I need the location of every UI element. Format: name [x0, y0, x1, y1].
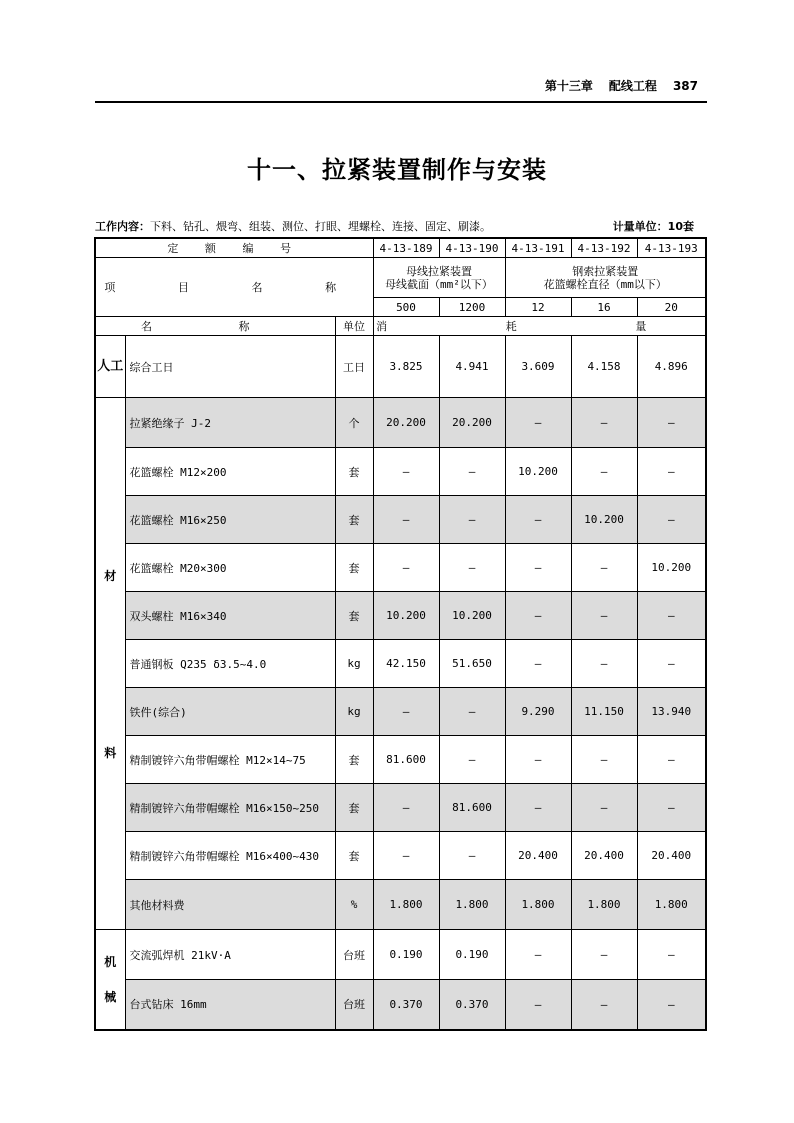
consumption-value: — [571, 448, 637, 496]
resource-unit: 工日 [335, 336, 373, 398]
work-text: 下料、钻孔、煨弯、组装、测位、打眼、埋螺栓、连接、固定、刷漆。 [150, 220, 491, 233]
resource-unit: 套 [335, 592, 373, 640]
consumption-value: 42.150 [373, 640, 439, 688]
consumption-value: 13.940 [637, 688, 706, 736]
consumption-value: — [571, 592, 637, 640]
consumption-value: — [637, 784, 706, 832]
size-value: 500 [373, 298, 439, 317]
consumption-value: — [505, 736, 571, 784]
consumption-value: — [439, 688, 505, 736]
quota-code: 4-13-189 [373, 238, 439, 258]
header-rule [95, 101, 707, 103]
category-materials [95, 398, 125, 930]
resource-unit: 套 [335, 736, 373, 784]
measure-unit: 计量单位：10套 [612, 220, 694, 233]
size-value: 16 [571, 298, 637, 317]
consumption-value: 10.200 [439, 592, 505, 640]
consumption-value: 20.400 [571, 832, 637, 880]
consumption-value: 3.609 [505, 336, 571, 398]
section-label: 配线工程 [608, 79, 657, 93]
group-busbar [373, 258, 505, 298]
consumption-value: — [637, 448, 706, 496]
consumption-value: 0.370 [373, 980, 439, 1030]
consumption-value: — [505, 784, 571, 832]
resource-name: 普通钢板 Q235 δ3.5~4.0 [125, 640, 335, 688]
work-label: 工作内容： [95, 220, 150, 233]
consumption-value: 4.941 [439, 336, 505, 398]
consumption-value: 20.200 [373, 398, 439, 448]
work-content [95, 218, 491, 234]
consumption-value: 1.800 [373, 880, 439, 930]
consumption-value: 1.800 [505, 880, 571, 930]
table-row [95, 832, 706, 880]
consumption-value: — [439, 736, 505, 784]
consumption-value: 10.200 [637, 544, 706, 592]
chapter-label: 第十三章 [544, 79, 593, 93]
consumption-value: 1.800 [571, 880, 637, 930]
resource-name: 花篮螺栓 M20×300 [125, 544, 335, 592]
consumption-value: — [439, 448, 505, 496]
consumption-value: — [505, 592, 571, 640]
table-row [95, 592, 706, 640]
resource-name: 铁件(综合) [125, 688, 335, 736]
quota-code: 4-13-191 [505, 238, 571, 258]
consumption-value: — [505, 980, 571, 1030]
table-row [95, 880, 706, 930]
resource-name: 双头螺柱 M16×340 [125, 592, 335, 640]
resource-unit: 套 [335, 496, 373, 544]
consumption-value: 1.800 [439, 880, 505, 930]
consumption-value: — [637, 980, 706, 1030]
group-busbar-line2: 母线截面（mm²以下） [385, 277, 493, 291]
category-labor [95, 336, 125, 398]
resource-name: 综合工日 [125, 336, 335, 398]
consumption-value: — [637, 640, 706, 688]
table-row [95, 688, 706, 736]
quota-code: 4-13-190 [439, 238, 505, 258]
resource-unit: kg [335, 640, 373, 688]
resource-name: 其他材料费 [125, 880, 335, 930]
consumption-value: — [505, 398, 571, 448]
table-row [95, 980, 706, 1030]
resource-name: 花篮螺栓 M12×200 [125, 448, 335, 496]
consumption-value: 0.370 [439, 980, 505, 1030]
quota-number-label: 定 额 编 号 [95, 238, 373, 258]
consumption-value: — [571, 640, 637, 688]
consumption-value: — [637, 398, 706, 448]
table-row [95, 336, 706, 398]
resource-name: 精制镀锌六角带帽螺栓 M16×150~250 [125, 784, 335, 832]
consumption-value: — [505, 930, 571, 980]
consumption-value: 9.290 [505, 688, 571, 736]
consumption-value: — [439, 832, 505, 880]
consumption-value: — [571, 736, 637, 784]
consumption-value: — [637, 930, 706, 980]
unit-column-header: 单位 [335, 317, 373, 336]
category-machines-char: 机 [104, 955, 117, 970]
page-title: 十一、拉紧装置制作与安装 [247, 156, 547, 184]
consumption-value: 10.200 [505, 448, 571, 496]
quota-code: 4-13-193 [637, 238, 706, 258]
consumption-value: — [637, 736, 706, 784]
consumption-value: 81.600 [439, 784, 505, 832]
name-column-header: 名 称 [95, 317, 335, 336]
consumption-value: 4.896 [637, 336, 706, 398]
quota-code: 4-13-192 [571, 238, 637, 258]
consumption-value: 4.158 [571, 336, 637, 398]
resource-unit: 套 [335, 784, 373, 832]
consumption-value: — [373, 448, 439, 496]
resource-unit: % [335, 880, 373, 930]
consumption-value: 0.190 [373, 930, 439, 980]
consumption-value: — [571, 544, 637, 592]
consumption-value: — [571, 980, 637, 1030]
consumption-value: 0.190 [439, 930, 505, 980]
consumption-value: — [505, 640, 571, 688]
group-busbar-line1: 母线拉紧装置 [406, 264, 472, 278]
consumption-value: — [505, 544, 571, 592]
page-number: 387 [672, 79, 698, 93]
resource-name: 精制镀锌六角带帽螺栓 M12×14~75 [125, 736, 335, 784]
resource-unit: 台班 [335, 930, 373, 980]
consumption-value: — [373, 688, 439, 736]
consumption-value: — [439, 496, 505, 544]
quota-table [94, 237, 707, 1031]
resource-name: 精制镀锌六角带帽螺栓 M16×400~430 [125, 832, 335, 880]
consumption-value: 51.650 [439, 640, 505, 688]
resource-unit: 套 [335, 832, 373, 880]
category-labor-char: 人工 [97, 359, 124, 374]
consumption-value: 3.825 [373, 336, 439, 398]
table-row [95, 784, 706, 832]
group-cable [505, 258, 706, 298]
category-materials-char: 材 [104, 568, 117, 583]
consumption-value: 10.200 [571, 496, 637, 544]
size-value: 20 [637, 298, 706, 317]
consumption-value: 10.200 [373, 592, 439, 640]
consumption-value: — [373, 496, 439, 544]
consumption-value: — [505, 496, 571, 544]
group-cable-line2: 花篮螺栓直径（mm以下） [543, 277, 667, 291]
consumption-value: — [373, 544, 439, 592]
resource-name: 交流弧焊机 21kV·A [125, 930, 335, 980]
table-row [95, 448, 706, 496]
size-value: 1200 [439, 298, 505, 317]
consumption-value: 11.150 [571, 688, 637, 736]
consumption-value: — [637, 592, 706, 640]
resource-unit: 台班 [335, 980, 373, 1030]
resource-unit: 个 [335, 398, 373, 448]
page-header [529, 77, 698, 94]
category-machines [95, 930, 125, 1030]
table-row [95, 640, 706, 688]
consumption-value: — [373, 784, 439, 832]
size-value: 12 [505, 298, 571, 317]
resource-name: 拉紧绝缘子 J-2 [125, 398, 335, 448]
resource-unit: 套 [335, 448, 373, 496]
consumption-value: 1.800 [637, 880, 706, 930]
consumption-value: — [373, 832, 439, 880]
consumption-value: — [571, 784, 637, 832]
category-machines-char: 械 [104, 990, 117, 1005]
item-name-label: 项 目 名 称 [95, 258, 373, 317]
consumption-column-header: 消 耗 量 [373, 317, 706, 336]
resource-name: 台式钻床 16mm [125, 980, 335, 1030]
category-materials-char: 料 [104, 745, 117, 760]
table-row [95, 398, 706, 448]
consumption-value: 20.400 [505, 832, 571, 880]
table-row [95, 736, 706, 784]
consumption-value: 20.400 [637, 832, 706, 880]
resource-unit: 套 [335, 544, 373, 592]
resource-name: 花篮螺栓 M16×250 [125, 496, 335, 544]
consumption-value: — [439, 544, 505, 592]
group-cable-line1: 钢索拉紧装置 [572, 264, 639, 278]
consumption-value: — [571, 930, 637, 980]
resource-unit: kg [335, 688, 373, 736]
consumption-value: 81.600 [373, 736, 439, 784]
table-row [95, 930, 706, 980]
table-row [95, 496, 706, 544]
consumption-value: — [637, 496, 706, 544]
table-row [95, 544, 706, 592]
consumption-value: 20.200 [439, 398, 505, 448]
consumption-value: — [571, 398, 637, 448]
